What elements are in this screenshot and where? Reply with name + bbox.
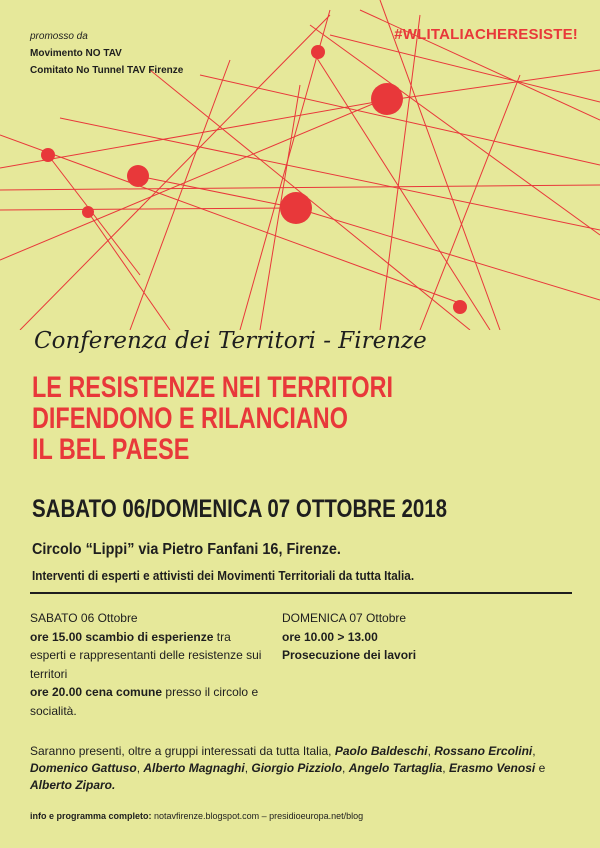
saturday-time-1: ore 15.00 scambio di esperienze [30, 629, 214, 644]
guest-name: Paolo Baldeschi [334, 744, 428, 758]
event-dates: SABATO 06/DOMENICA 07 OTTOBRE 2018 [32, 495, 448, 523]
footer-links[interactable]: notavfirenze.blogspot.com – presidioeuropa.net/blog [151, 811, 364, 821]
saturday-item-2 [30, 683, 270, 720]
sunday-desc: Prosecuzione dei lavori [282, 648, 417, 662]
saturday-time-2: ore 20.00 cena comune [30, 685, 163, 699]
sunday-time: ore 10.00 > 13.00 [282, 629, 378, 644]
hashtag: #WLITALIACHERESISTE! [394, 26, 578, 43]
promoter-comitato: Comitato No Tunnel TAV Firenze [30, 65, 184, 76]
guest-name: Erasmo Venosi [448, 761, 536, 775]
headline-line-3: IL BEL PAESE [32, 433, 190, 466]
guest-name: Domenico Gattuso [30, 761, 137, 775]
saturday-program [30, 609, 270, 720]
divider [30, 592, 572, 594]
guest-name: Giorgio Pizziolo [251, 761, 343, 775]
headline [32, 372, 393, 465]
guests-conjunction: e [535, 761, 546, 775]
event-venue: Circolo “Lippi” via Pietro Fanfani 16, Firenze. [32, 541, 341, 558]
saturday-desc-1: tra esperti e rappresentanti delle resistenze sui territori [30, 629, 262, 681]
guest-name: Rossano Ercolini [434, 744, 533, 758]
speakers-note: Interventi di esperti e attivisti dei Movimenti Territoriali da tutta Italia. [32, 568, 415, 583]
guest-name: Angelo Tartaglia [348, 761, 443, 775]
promoters-block [30, 28, 183, 79]
sunday-program [282, 609, 482, 665]
sunday-heading: DOMENICA 07 Ottobre [282, 611, 407, 625]
guests-intro: Saranno presenti, oltre a gruppi interessati da tutta Italia, [30, 744, 335, 758]
footer-label: info e programma completo: [30, 811, 152, 821]
footer-info [30, 811, 363, 821]
promoted-by-label: promosso da [30, 31, 88, 42]
saturday-heading: SABATO 06 Ottobre [30, 611, 138, 625]
saturday-item-1 [30, 628, 270, 684]
headline-line-1: LE RESISTENZE NEI TERRITORI [32, 371, 394, 404]
guest-name: Alberto Magnaghi [143, 761, 245, 775]
saturday-desc-2: presso il circolo e socialità. [30, 685, 259, 718]
guest-name: Alberto Ziparo. [30, 778, 116, 792]
promoter-movimento: Movimento NO TAV [30, 48, 122, 59]
conference-subtitle: Conferenza dei Territori - Firenze [34, 328, 427, 354]
guests-paragraph: Saranno presenti, oltre a gruppi interessati da tutta Italia, Paolo Baldeschi, Rossano Ercolini, Domenico Gattuso, Alberto Magnaghi, Giorgio Pizziolo, Angelo Tartaglia, Erasmo Venosi e Alberto Ziparo. [30, 744, 546, 792]
headline-line-2: DIFENDONO E RILANCIANO [32, 402, 348, 435]
